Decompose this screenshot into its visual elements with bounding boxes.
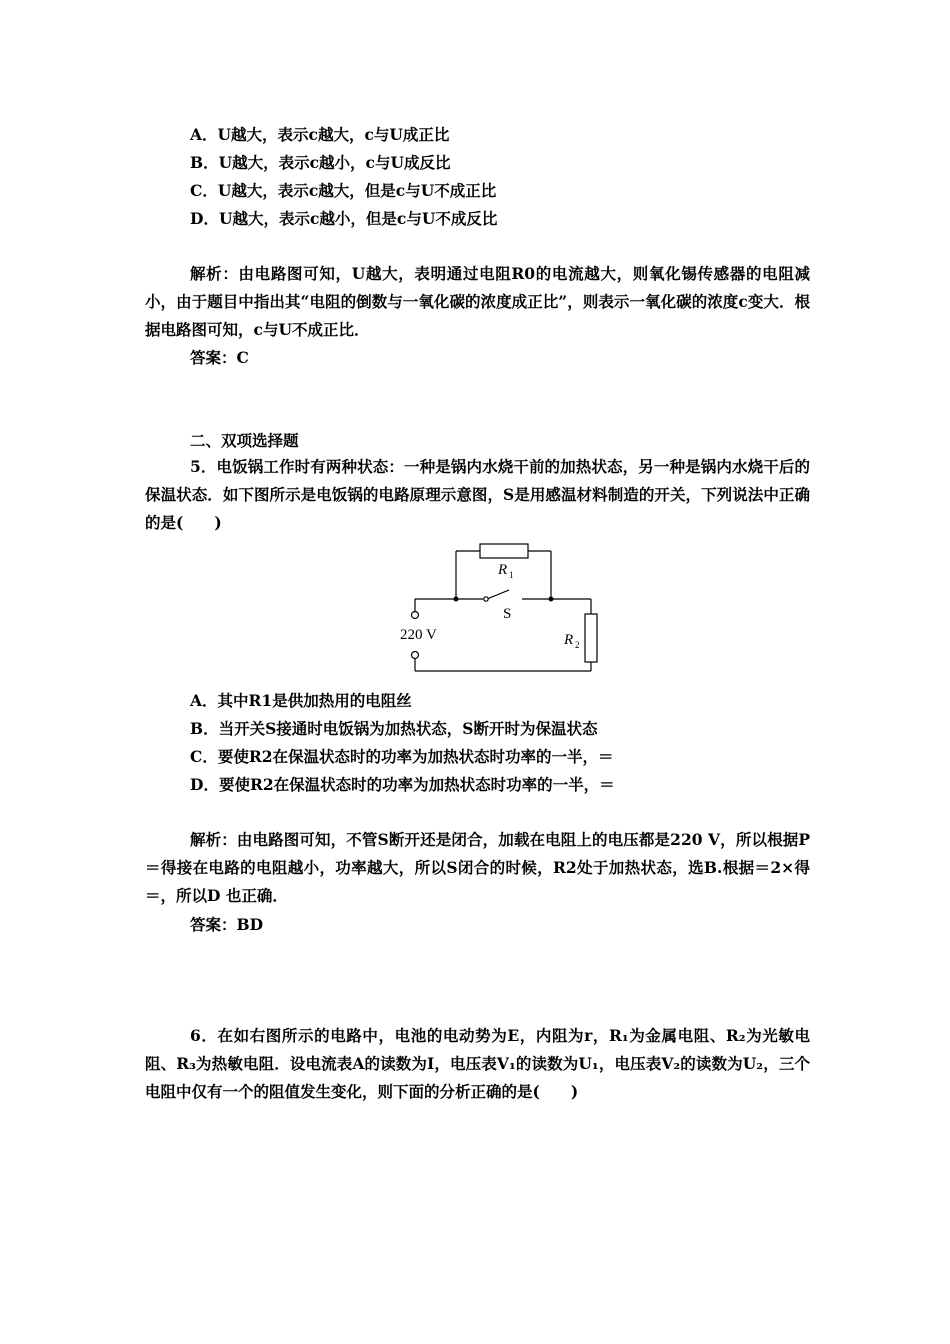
- switch-s-blade: [487, 590, 509, 599]
- junction-right: [549, 597, 554, 602]
- terminal-top: [412, 612, 419, 619]
- q5-option-a: A．其中R1是供加热用的电阻丝: [190, 691, 412, 710]
- q5-answer: 答案：BD: [190, 915, 264, 934]
- q6-stem: 6．在如右图所示的电路中，电池的电动势为E，内阻为r，R₁为金属电阻、R₂为光敏电阻、R₃为热敏电阻．设电流表A的读数为I，电压表V₁的读数为U₁，电压表V₂的读数为U₂，三个电阻中仅有一个的阻值发生变化，则下面的分析正确的是( ): [145, 1026, 810, 1101]
- q5-analysis: [145, 826, 810, 910]
- resistor-r2: [585, 614, 597, 662]
- resistor-r1: [480, 544, 528, 558]
- q5-analysis-label: 解析：: [190, 830, 237, 849]
- junction-left: [454, 597, 459, 602]
- q4-option-a: A．U越大，表示c越大，c与U成正比: [190, 125, 450, 144]
- switch-contact: [484, 597, 488, 601]
- terminal-bottom: [412, 652, 419, 659]
- q5-option-d: D．要使R2在保温状态时的功率为加热状态时功率的一半，＝: [190, 775, 615, 794]
- q4-option-d: D．U越大，表示c越小，但是c与U不成反比: [190, 209, 498, 228]
- r2-subscript: 2: [575, 640, 580, 650]
- r1-subscript: 1: [509, 570, 514, 580]
- r1-label: R: [498, 562, 508, 578]
- section-title: 二、双项选择题: [190, 431, 299, 450]
- q4-analysis-label: 解析：: [190, 264, 239, 283]
- r2-label: R: [564, 632, 574, 648]
- q4-analysis: [145, 260, 810, 344]
- voltage-label: 220 V: [400, 627, 437, 643]
- q5-stem: 5．电饭锅工作时有两种状态：一种是锅内水烧干前的加热状态，另一种是锅内水烧干后的保温状态．如下图所示是电饭锅的电路原理示意图，S是用感温材料制造的开关，下列说法中正确的是( ): [145, 457, 810, 532]
- q4-option-b: B．U越大，表示c越小，c与U成反比: [190, 153, 451, 172]
- q5-analysis-text: 由电路图可知，不管S断开还是闭合，加载在电阻上的电压都是220 V，所以根据P＝得接在电路的电阻越小，功率越大，所以S闭合的时候，R2处于加热状态，选B.根据＝2×得＝，所以D 也正确．: [145, 830, 810, 905]
- circuit-diagram: [395, 540, 615, 680]
- switch-label: S: [503, 606, 512, 622]
- q5-option-c: C．要使R2在保温状态时的功率为加热状态时功率的一半，＝: [190, 747, 614, 766]
- q4-answer: 答案：C: [190, 348, 249, 367]
- q5-option-b: B．当开关S接通时电饭锅为加热状态，S断开时为保温状态: [190, 719, 598, 738]
- q4-option-c: C．U越大，表示c越大，但是c与U不成正比: [190, 181, 497, 200]
- q4-analysis-text: 由电路图可知，U越大，表明通过电阻R0的电流越大，则氧化锡传感器的电阻减小，由于题目中指出其“电阻的倒数与一氧化碳的浓度成正比”，则表示一氧化碳的浓度c变大．根据电路图可知，c与U不成正比．: [145, 264, 810, 339]
